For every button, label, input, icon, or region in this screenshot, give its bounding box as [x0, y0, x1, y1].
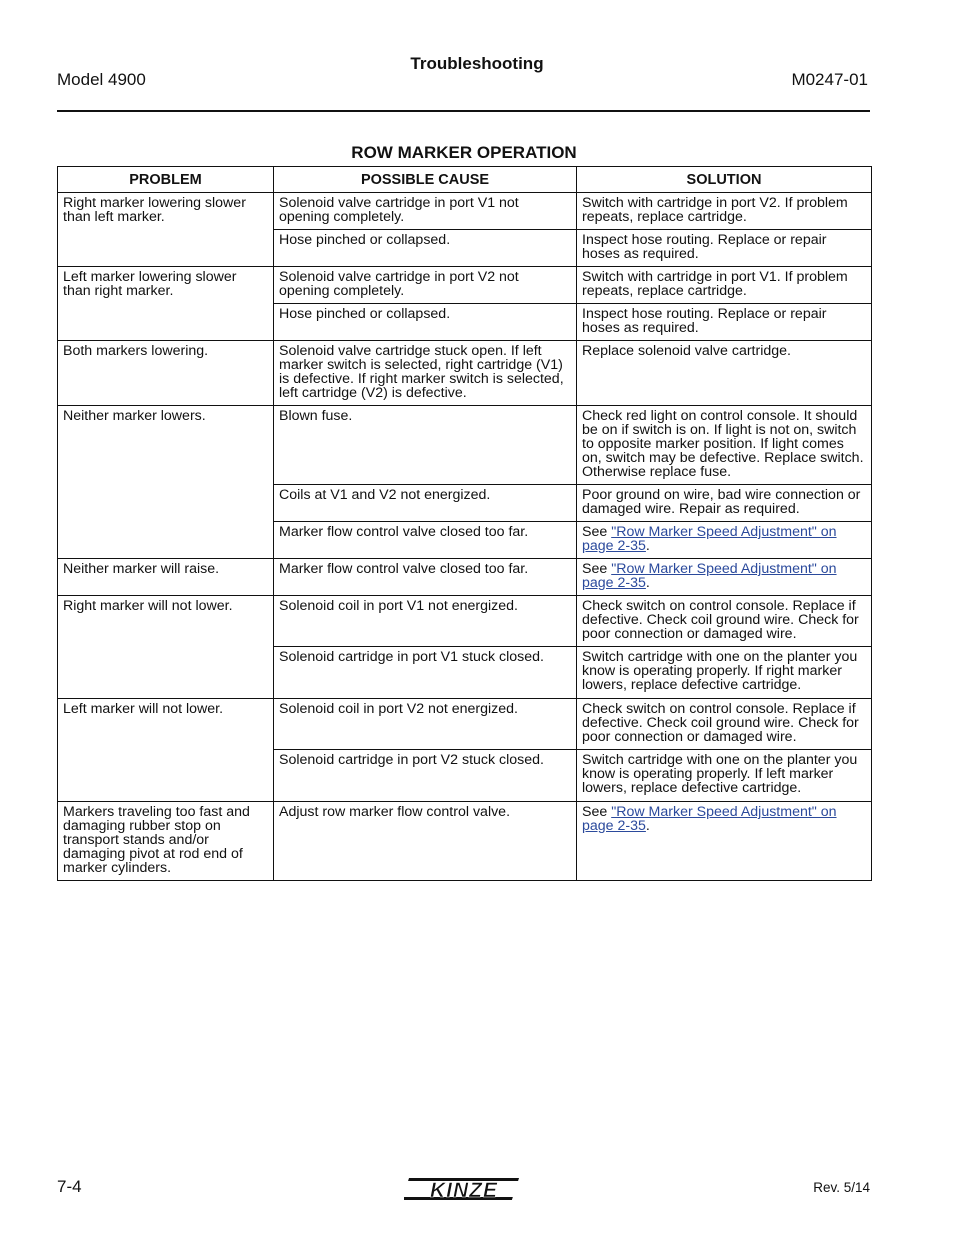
problem-cell: Neither marker will raise.: [58, 559, 274, 596]
cause-cell: Solenoid cartridge in port V1 stuck closed.: [274, 647, 577, 699]
cause-cell: Blown fuse.: [274, 406, 577, 485]
section-heading: Troubleshooting: [410, 54, 544, 73]
cause-cell: Solenoid valve cartridge stuck open. If left marker switch is selected, right cartridge (V1) is defective. If right marker switch is selected, left cartridge (V2) is defective.: [274, 341, 577, 406]
solution-cell: Switch with cartridge in port V2. If problem repeats, replace cartridge.: [577, 193, 872, 230]
table-row: [58, 596, 872, 647]
solution-suffix: .: [645, 538, 650, 554]
cause-cell: Hose pinched or collapsed.: [274, 304, 577, 341]
solution-cell: Switch with cartridge in port V1. If problem repeats, replace cartridge.: [577, 267, 872, 304]
solution-suffix: .: [645, 575, 650, 591]
page-number: 7-4: [57, 1177, 82, 1196]
solution-suffix: .: [645, 818, 650, 834]
table-title: ROW MARKER OPERATION: [351, 143, 577, 162]
column-header-problem: PROBLEM: [58, 167, 274, 193]
solution-cell: Check red light on control console. It should be on if switch is on. If light is not on, switch to opposite marker position. If light comes on, switch may be defective. Replace switch. Otherwise replace fuse.: [577, 406, 872, 485]
solution-cell: Poor ground on wire, bad wire connection or damaged wire. Repair as required.: [577, 485, 872, 522]
cause-cell: Marker flow control valve closed too far.: [274, 522, 577, 559]
header-divider: [57, 110, 870, 112]
cause-cell: Coils at V1 and V2 not energized.: [274, 485, 577, 522]
solution-cell: Replace solenoid valve cartridge.: [577, 341, 872, 406]
problem-cell: Right marker lowering slower than left marker.: [58, 193, 274, 267]
table-row: [58, 699, 872, 750]
solution-cell: Switch cartridge with one on the planter you know is operating properly. If left marker lowers, replace defective cartridge.: [577, 750, 872, 802]
cause-cell: Solenoid valve cartridge in port V1 not opening completely.: [274, 193, 577, 230]
solution-prefix: See: [582, 804, 612, 820]
kinze-logo: [404, 1175, 522, 1203]
table-header-row: [58, 167, 872, 193]
column-header-solution: SOLUTION: [577, 167, 872, 193]
table-row: [58, 559, 872, 596]
cause-cell: Solenoid coil in port V1 not energized.: [274, 596, 577, 647]
table-row: [58, 341, 872, 406]
table-row: [58, 802, 872, 881]
solution-prefix: See: [582, 561, 612, 577]
problem-cell: Left marker will not lower.: [58, 699, 274, 802]
troubleshooting-table: [57, 166, 872, 881]
cause-cell: Adjust row marker flow control valve.: [274, 802, 577, 881]
problem-cell: Both markers lowering.: [58, 341, 274, 406]
table-body: [58, 193, 872, 881]
row-marker-speed-adjustment-link[interactable]: "Row Marker Speed Adjustment" on page 2-35: [582, 804, 837, 834]
cause-cell: Marker flow control valve closed too far.: [274, 559, 577, 596]
cause-cell: Hose pinched or collapsed.: [274, 230, 577, 267]
revision-label: Rev. 5/14: [813, 1180, 870, 1195]
svg-text:KINZE: KINZE: [430, 1179, 498, 1202]
column-header-cause: POSSIBLE CAUSE: [274, 167, 577, 193]
problem-cell: Left marker lowering slower than right marker.: [58, 267, 274, 341]
problem-cell: Neither marker lowers.: [58, 406, 274, 559]
document-number: M0247-01: [791, 70, 868, 89]
solution-cell: Inspect hose routing. Replace or repair hoses as required.: [577, 230, 872, 267]
table-row: [58, 406, 872, 485]
row-marker-speed-adjustment-link[interactable]: "Row Marker Speed Adjustment" on page 2-35: [582, 524, 837, 554]
solution-cell: Switch cartridge with one on the planter you know is operating properly. If right marker lowers, replace defective cartridge.: [577, 647, 872, 699]
row-marker-speed-adjustment-link[interactable]: "Row Marker Speed Adjustment" on page 2-35: [582, 561, 837, 591]
problem-cell: Markers traveling too fast and damaging rubber stop on transport stands and/or damaging pivot at rod end of marker cylinders.: [58, 802, 274, 881]
solution-cell: Check switch on control console. Replace if defective. Check coil ground wire. Check for poor connection or damaged wire.: [577, 699, 872, 750]
cause-cell: Solenoid coil in port V2 not energized.: [274, 699, 577, 750]
solution-cell: [577, 522, 872, 559]
cause-cell: Solenoid valve cartridge in port V2 not opening completely.: [274, 267, 577, 304]
problem-cell: Right marker will not lower.: [58, 596, 274, 699]
solution-cell: Check switch on control console. Replace if defective. Check coil ground wire. Check for poor connection or damaged wire.: [577, 596, 872, 647]
solution-cell: Inspect hose routing. Replace or repair hoses as required.: [577, 304, 872, 341]
table-row: [58, 267, 872, 304]
cause-cell: Solenoid cartridge in port V2 stuck closed.: [274, 750, 577, 802]
solution-cell: [577, 559, 872, 596]
model-label: Model 4900: [57, 70, 146, 89]
solution-cell: [577, 802, 872, 881]
table-row: [58, 193, 872, 230]
solution-prefix: See: [582, 524, 612, 540]
